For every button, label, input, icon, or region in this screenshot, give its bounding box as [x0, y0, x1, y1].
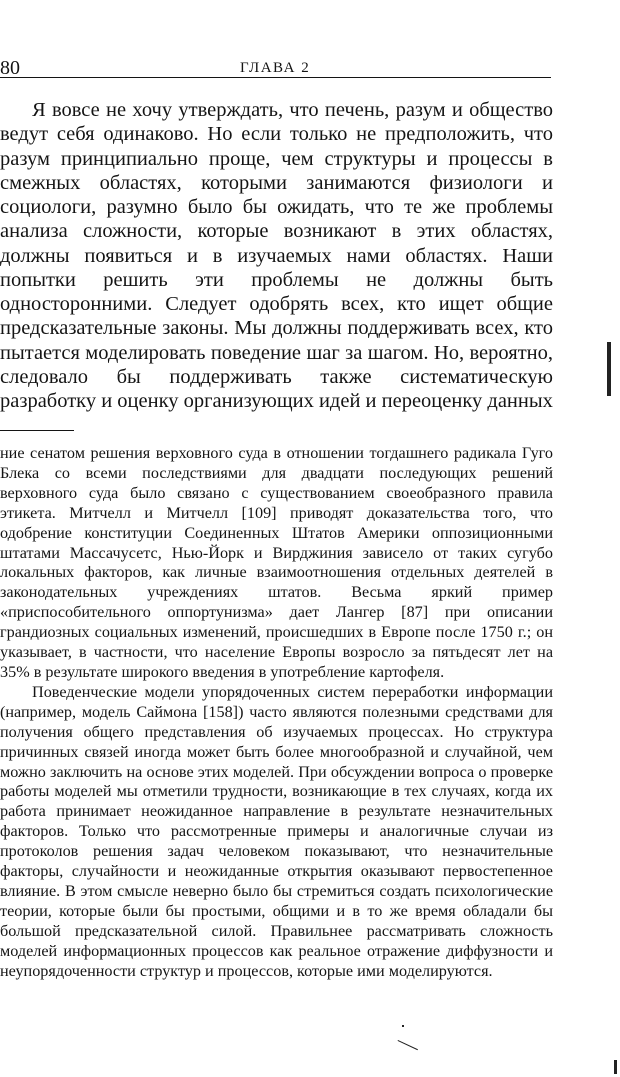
running-head: ГЛАВА 2 [240, 60, 311, 76]
scan-speck [402, 1025, 404, 1027]
page-number: 80 [0, 57, 20, 79]
margin-mark [607, 342, 611, 396]
footnote-rule [0, 430, 74, 431]
scan-speck [398, 1040, 418, 1050]
footnote-paragraph: Поведенческие модели упорядоченных систем переработки информации (например, модель Саймона [158]) часто являются полезными средствами для получения общего представления об изучаемых процессах. Но структура причинных связей иногда может быть более многообразной и случайной, чем можно заключить на основе этих моделей. При обсуждении вопроса о проверке работы моделей мы отметили трудности, возникающие в тех случаях, когда их работа принимает неожиданное направление в результате незначительных факторов. Только что рассмотренные примеры и аналогичные случаи из протоколов решения задач человеком показывают, что незначительные факторы, случайности и неожиданные открытия оказывают первостепенное влияние. В этом смысле неверно было бы стремиться создать психологические теории, которые были бы простыми, общими и в то же время обладали бы большой предсказательной силой. Правильнее рассматривать сложность моделей информационных процессов как реальное отражение диффузности и неупорядоченности структур и процессов, которые ими моделируются. [0, 682, 553, 980]
scan-speck [614, 1060, 617, 1074]
footnote-continuation: ние сенатом решения верховного суда в отношении тогдашнего радикала Гуго Блека со всеми последствиями для двадцати последующих решений верховного суда было связано с существованием своеобразного правила этикета. Митчелл и Митчелл [109] приводят доказательства того, что одобрение конституции Соединенных Штатов Америки оппозиционными штатами Массачусетс, Нью-Йорк и Вирджиния зависело от таких сугубо локальных факторов, как личные взаимоотношения отдельных деятелей в законодательных учреждениях штатов. Весьма яркий пример «приспособительного оппортунизма» дает Лангер [87] при описании грандиозных социальных изменений, происшедших в Европе после 1750 г.; он указывает, в частности, что население Европы возросло за пятьдесят лет на 35% в результате широкого введения в употребление картофеля. [0, 444, 553, 681]
header-rule [0, 77, 551, 78]
footnote-area [0, 444, 553, 981]
main-paragraph: Я вовсе не хочу утверждать, что печень, разум и общество ведут себя одинаково. Но если только не предположить, что разум принципиально проще, чем структуры и процессы в смежных областях, которыми занимаются физиологи и социологи, разумно было бы ожидать, что те же проблемы анализа сложности, которые возникают в этих областях, должны появиться и в изучаемых нами областях. Наши попытки решить эти проблемы не должны быть односторонними. Следует одобрять всех, кто ищет общие предсказательные законы. Мы должны поддерживать всех, кто пытается моделировать поведение шаг за шагом. Но, вероятно, следовало бы поддерживать также систематическую разработку и оценку организующих идей и переоценку данных [0, 99, 553, 412]
